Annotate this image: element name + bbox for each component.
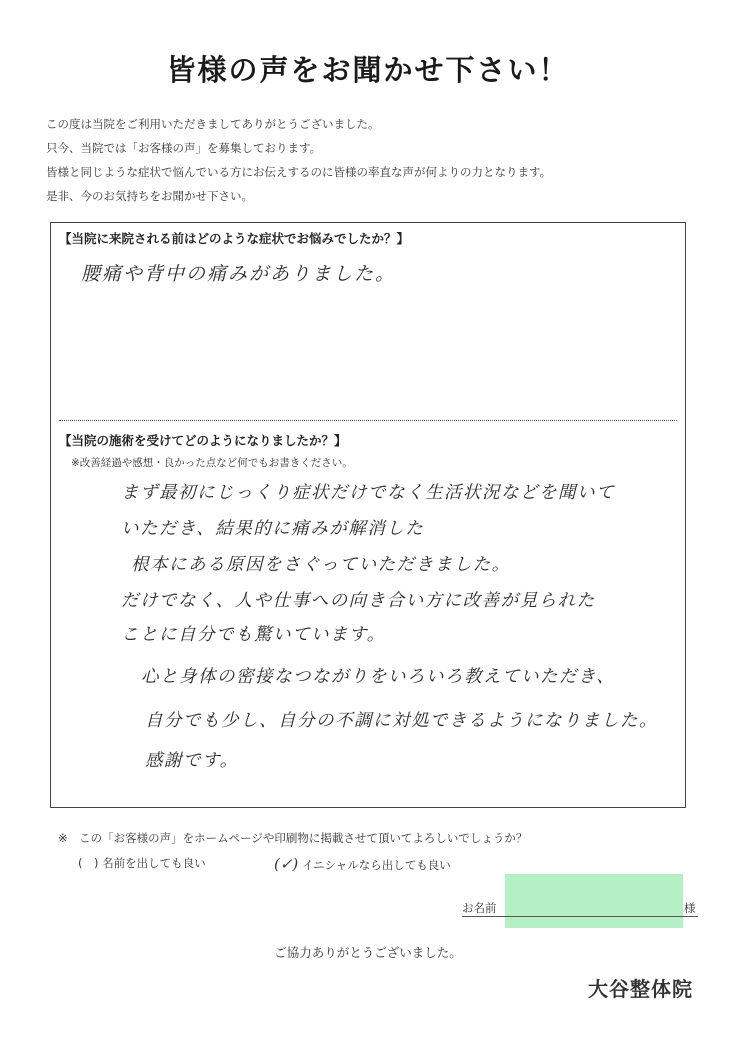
answer-line: 心と身体の密接なつながりをいろいろ教えていただき、: [141, 667, 616, 687]
answer-line: いただき、結果的に痛みが解消した: [121, 519, 425, 539]
question-2-label: 【当院の施術を受けてどのようになりましたか？】: [59, 433, 347, 448]
questionnaire-box: [50, 222, 686, 808]
name-suffix: 様: [684, 901, 696, 915]
thanks-text: ご協力ありがとうございました。: [274, 945, 462, 960]
answer-line: 感謝です。: [145, 751, 239, 771]
consent-option-initial[interactable]: [274, 855, 451, 873]
answer-line: 自分でも少し、自分の不調に対処できるようになりました。: [145, 711, 658, 731]
check-mark-icon: (✓): [274, 855, 299, 873]
name-label: お名前: [462, 901, 497, 915]
option-mark: ( ): [78, 856, 99, 870]
clinic-name: 大谷整体院: [588, 977, 693, 1001]
consent-question: ※ この「お客様の声」をホームページや印刷物に掲載させて頂いてよろしいでしょうか？: [58, 831, 528, 845]
answer-line: まず最初にじっくり症状だけでなく生活状況などを聞いて: [121, 483, 615, 503]
intro-line: 只今、当院では「お客様の声」を募集しております。: [46, 141, 322, 155]
redacted-name: [505, 874, 683, 928]
name-line: [462, 916, 698, 917]
question-1-answer: 腰痛や背中の痛みがありました。: [81, 263, 397, 285]
intro-line: この度は当院をご利用いただきましてありがとうございました。: [46, 117, 380, 131]
intro-text: [46, 112, 551, 208]
question-1-label: 【当院に来院される前はどのような症状でお悩みでしたか？】: [59, 231, 410, 246]
section-divider: [59, 420, 677, 421]
consent-option-name[interactable]: [78, 855, 206, 871]
option-label: イニシャルなら出しても良い: [301, 858, 451, 872]
answer-line: ことに自分でも驚いています。: [121, 625, 386, 645]
intro-line: 是非、今のお気持ちをお聞かせ下さい。: [46, 189, 253, 203]
answer-line: 根本にある原因をさぐっていただきました。: [131, 555, 511, 575]
answer-line: だけでなく、人や仕事への向き合い方に改善が見られた: [121, 591, 596, 611]
option-label: 名前を出しても良い: [102, 856, 206, 870]
intro-line: 皆様と同じような症状で悩んでいる方にお伝えするのに皆様の率直な声が何よりの力となります。: [46, 165, 552, 179]
question-2-note: ※改善経過や感想・良かった点など何でもお書きください。: [71, 457, 353, 469]
page-title: 皆様の声をお聞かせ下さい！: [166, 53, 570, 87]
